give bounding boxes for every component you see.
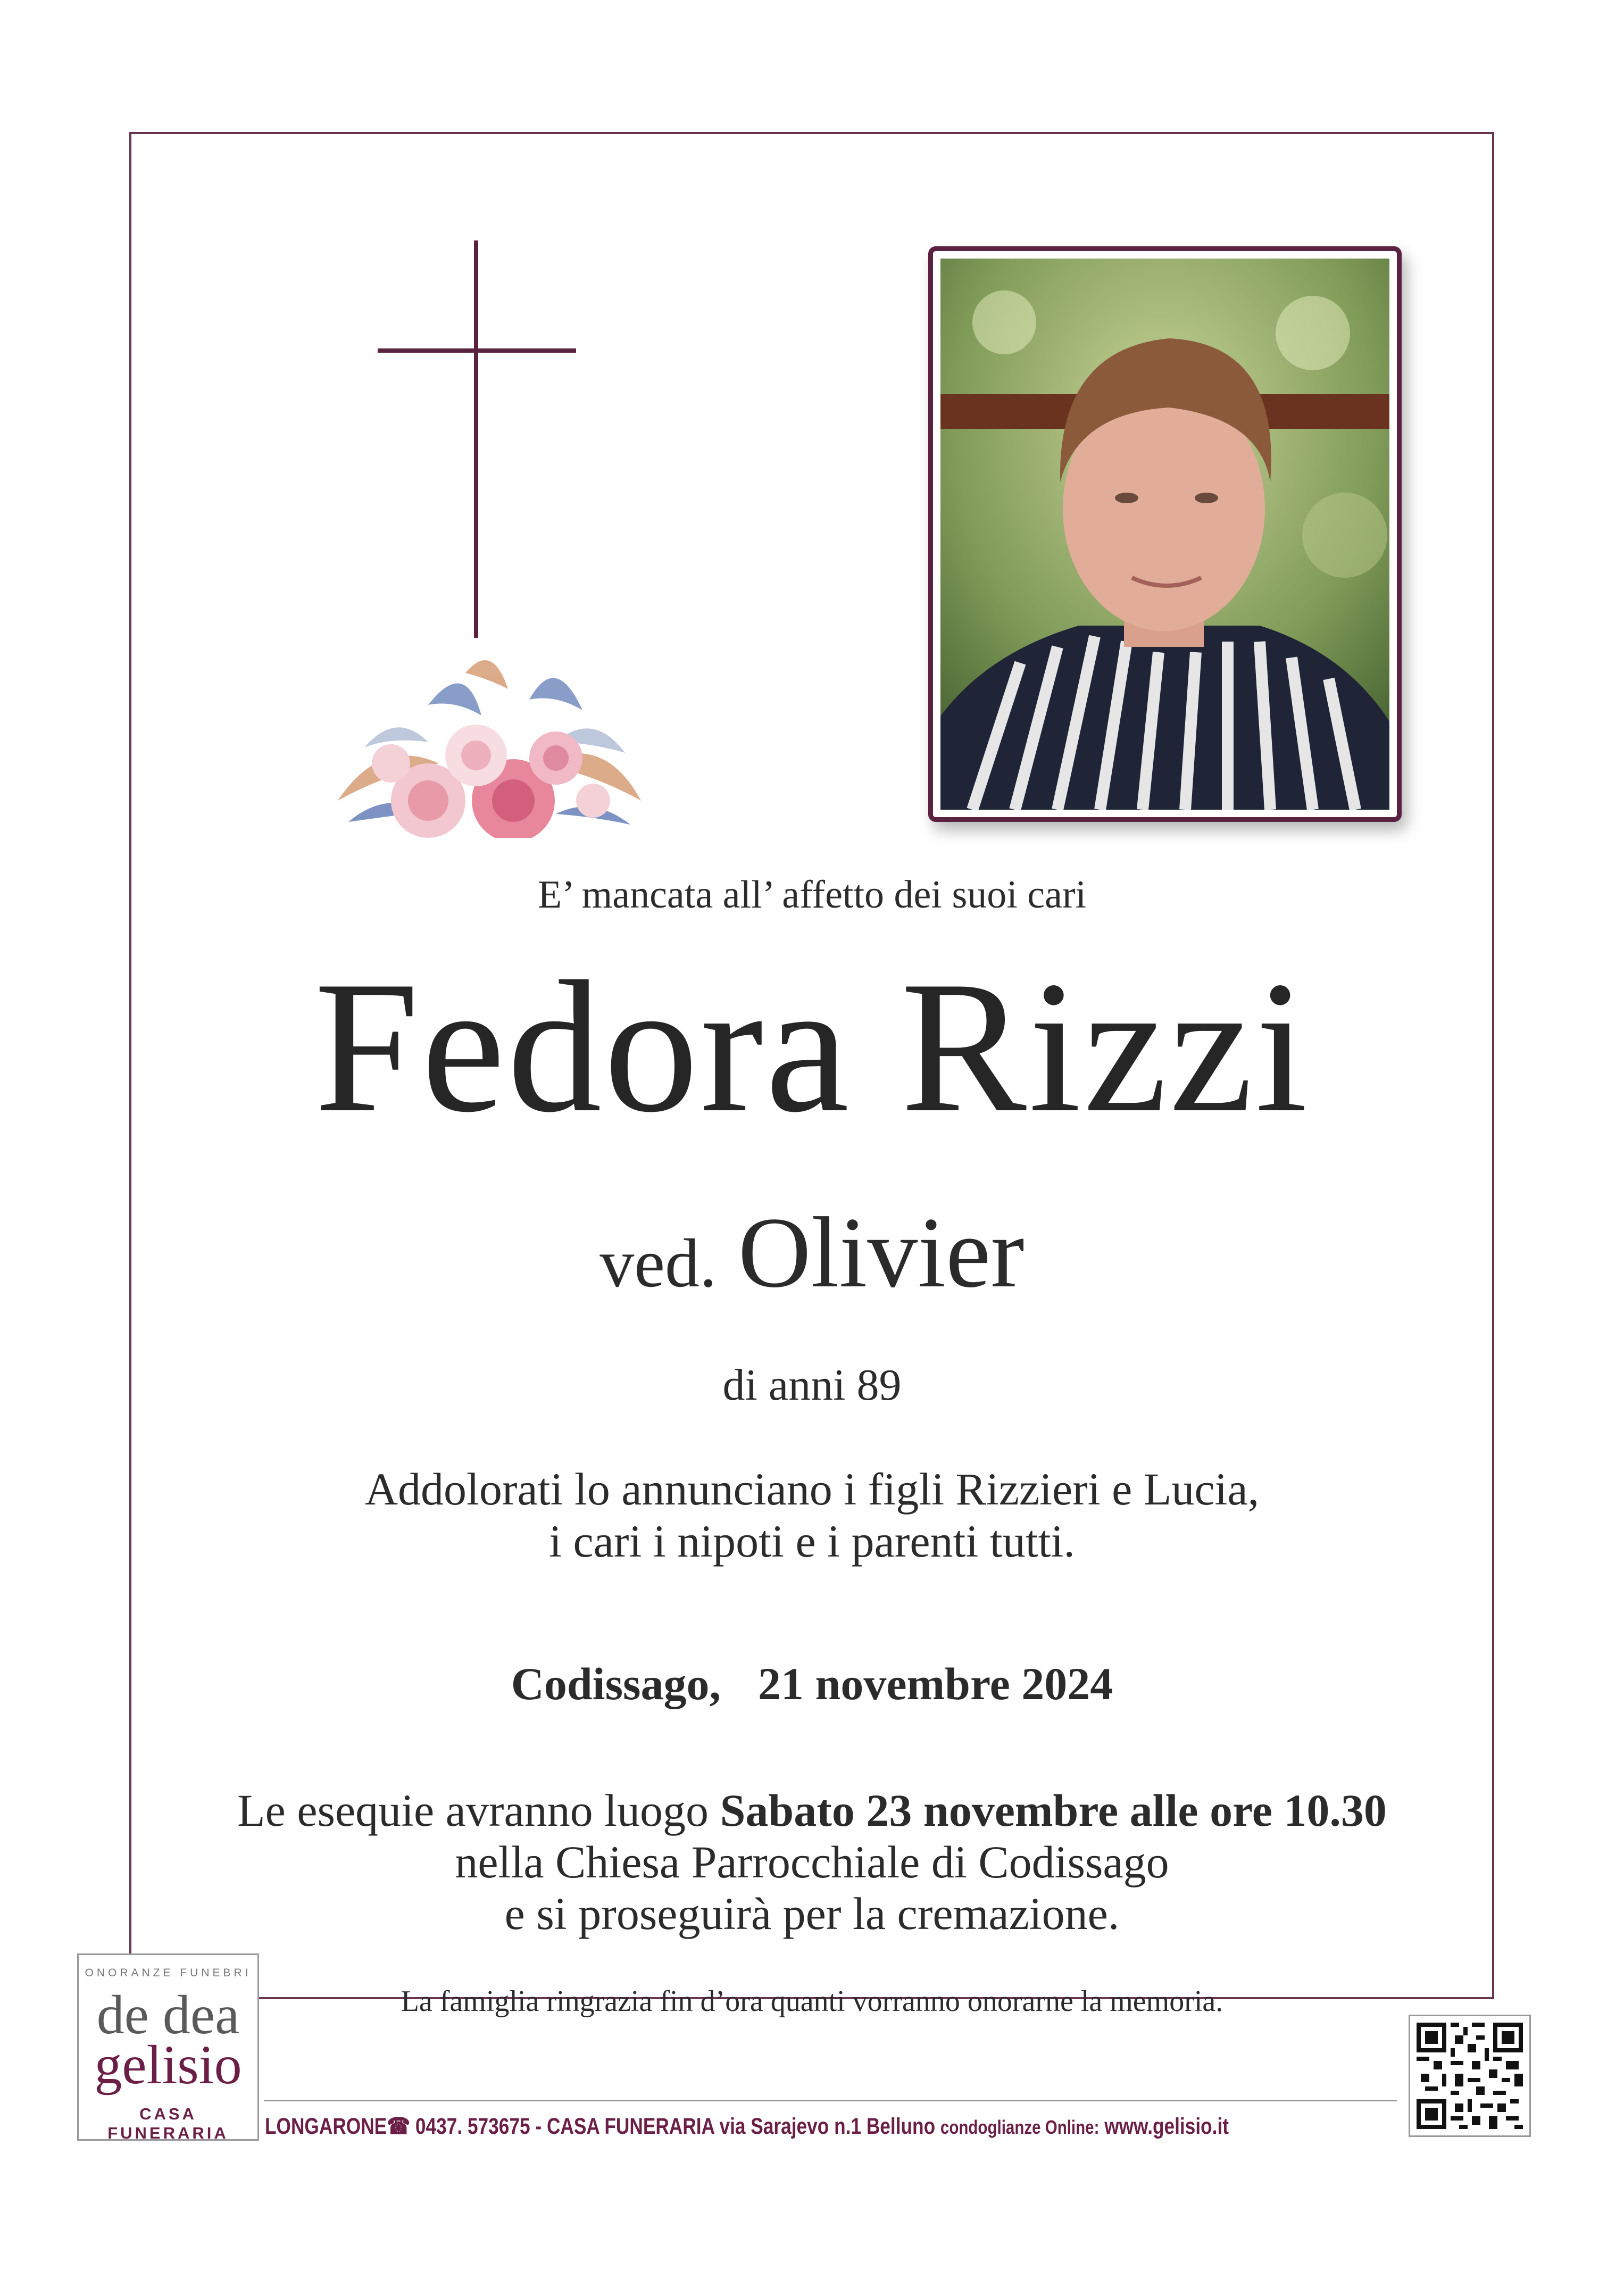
logo-bottom-text: CASA FUNERARIA	[107, 2105, 229, 2143]
portrait-photo	[928, 246, 1402, 822]
cross-icon-bar	[378, 348, 576, 353]
married-name: Olivier	[738, 1197, 1025, 1309]
footer-city: LONGARONE	[265, 2114, 387, 2139]
age-text: di anni 89	[722, 1360, 902, 1410]
logo-top-text: ONORANZE FUNEBRI	[85, 1967, 252, 1979]
thanks-text: La famiglia ringrazia fin d’ora quanti vorranno onorarne la memoria.	[401, 1985, 1223, 2018]
married-name-line	[0, 1197, 1624, 1309]
funeral-line-3: e si proseguirà per la cremazione.	[504, 1888, 1120, 1940]
funeral-details	[0, 1785, 1624, 1940]
announcement-line-1: Addolorati lo annunciano i figli Rizzieri e Lucia,	[364, 1464, 1260, 1515]
footer-contacts	[265, 2113, 1229, 2140]
widow-prefix: ved.	[599, 1225, 717, 1302]
footer-divider	[264, 2100, 1397, 2101]
funeral-line-1	[0, 1785, 1624, 1836]
intro-text: E’ mancata all’ affetto dei suoi cari	[537, 873, 1087, 917]
announcement	[0, 1463, 1624, 1567]
footer-address: - CASA FUNERARIA via Sarajevo n.1 Belluno	[535, 2114, 936, 2139]
cross-icon	[474, 240, 478, 638]
footer-online-label: condoglianze Online:	[940, 2116, 1100, 2138]
portrait-image	[940, 259, 1389, 810]
footer-phone: 0437. 573675	[415, 2114, 530, 2139]
funeral-home-logo	[77, 1953, 259, 2141]
qr-code-icon	[1417, 2023, 1523, 2129]
funeral-when: Sabato 23 novembre alle ore 10.30	[720, 1785, 1387, 1836]
logo-brand-line-2: gelisio	[94, 2034, 242, 2096]
logo-brand-line-1: de dea	[96, 1984, 240, 2046]
place: Codissago,	[511, 1658, 721, 1709]
deceased-name: Fedora Rizzi	[314, 942, 1310, 1151]
date: 21 novembre 2024	[758, 1658, 1113, 1709]
flower-bouquet-icon	[306, 641, 673, 838]
funeral-line-2: nella Chiesa Parrocchiale di Codissago	[455, 1836, 1169, 1888]
footer-website[interactable]: www.gelisio.it	[1104, 2114, 1229, 2139]
place-date	[0, 1657, 1624, 1710]
announcement-line-2: i cari i nipoti e i parenti tutti.	[549, 1516, 1075, 1567]
qr-code[interactable]	[1409, 2015, 1531, 2137]
funeral-prefix: Le esequie avranno luogo	[237, 1785, 709, 1836]
phone-icon: ☎	[387, 2114, 411, 2139]
